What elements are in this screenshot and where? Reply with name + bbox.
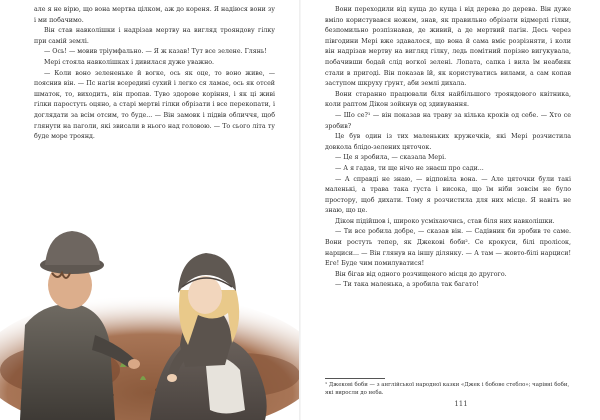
paragraph: — Ти така маленька, а зробила так багато! (335, 281, 479, 289)
girl-face (188, 276, 222, 314)
footnote: ¹ Джекові боби — з англійської народної казки «Джек і бобове стебло»; чарівні боби, які виросли до неба. (325, 382, 570, 397)
boy-hand (128, 359, 140, 369)
paragraph: — А справді не знаю, — відповіла вона. — Але цяточки були такі маленькі, а трава така густа і висока, що їм ніби зовсім не було простору, щоб дихати. Тому я розчистила для них місце. Я навіть не знаю, що це. (325, 175, 571, 215)
right-page (301, 0, 600, 420)
paragraph: — Коли воно зелененьке й вогке, ось як оце, то воно живе, — пояснив він. — Пс нагін всередині сухий і легко ся ламає, ось як отсей шматок, то, виходить, він пропав. Туво здорове коріння, і як ці живі гілки паростуть оцяно, а старі мертві гілки обрізати і все перекопати, і доглядати за всім отсим, то буде... — Він замовк і підвів обличчя, щоб глянути на паголи, які звисали в нього над головою. — То сього літа ту буде море троянд. (34, 69, 275, 141)
paragraph: Він бігав від одного розчищеного місця до другого. (335, 270, 507, 278)
right-page-text (325, 5, 571, 291)
paragraph: — Ось! — мовив тріумфально. — Я ж казав! Тут все зелене. Глянь! (44, 48, 267, 56)
paragraph: — Це я зробила, — сказала Мері. (335, 154, 447, 162)
boy-coat (20, 304, 115, 420)
children-gardening-illustration (0, 195, 299, 420)
girl-hand (167, 374, 177, 382)
paragraph: Дікон підійшов і, широко усміхаючись, став біля них навколішки. (335, 217, 555, 225)
paragraph: Це був один із тих маленьких кружечків, які Мері розчистила довкола блідо-зелених цяточок. (325, 133, 571, 151)
paragraph: але я не вірю, що вона мертва цілком, аж до кореня. Я надіюся вони зу і ми побачимо. (34, 6, 275, 24)
page-number: 111 (454, 400, 468, 408)
paragraph: Вони переходили від куща до куща і від дерева до дерева. Він дуже вміло користувався ножем, знав, як правильно обрізати відмерлі гілки, безпомильно розпізнавав, де живий, а де мертвий пагін. Десь через півгодини Мері вже здавалося, що вона й сама вміє розрізняти, і коли він надрізав мертву на вигляд гілку, ледь помітний порізно вигукувала, побачивши бодай слід вогкої зелені. Лопата, сапка і вила їм неабияк стали в пригоді. Він показав їй, як користуватись вилами, а сам копав заступом шкруху ґрунт, аби землі дихала. (325, 6, 571, 88)
paragraph: — Ти все робила добре, — сказав він. — Садівник би зробив те саме. Вони ростуть тепер, як Джекові боби². Се крокуси, білі пролісок, нарциси... — Він глянув на іншу ділянку. — А там — жовто-білі нарциси! Еге! Буде чим помилуватися! (325, 228, 571, 268)
left-page (0, 0, 299, 420)
paragraph: — А я гадав, ти ще нічо не знаєш про сади... (335, 164, 484, 172)
footnote-divider (325, 378, 385, 379)
paragraph: — Шо се?¹ — він показав на траву за кілька кроків од себе. — Хто се зробив? (325, 111, 571, 130)
left-page-text (34, 5, 275, 143)
paragraph: Він став навколішки і надрізав мертву на вигляд трояндову гілку при самій землі. (34, 27, 275, 45)
boy-hat-crown (45, 231, 100, 265)
paragraph: Вони старанно працювали біля найбільшого трояндового квітника, коли раптом Дікон зойкнув од здивування. (325, 90, 571, 109)
paragraph: Мері стояла навколішках і дивилася дуже уважно. (44, 58, 215, 66)
